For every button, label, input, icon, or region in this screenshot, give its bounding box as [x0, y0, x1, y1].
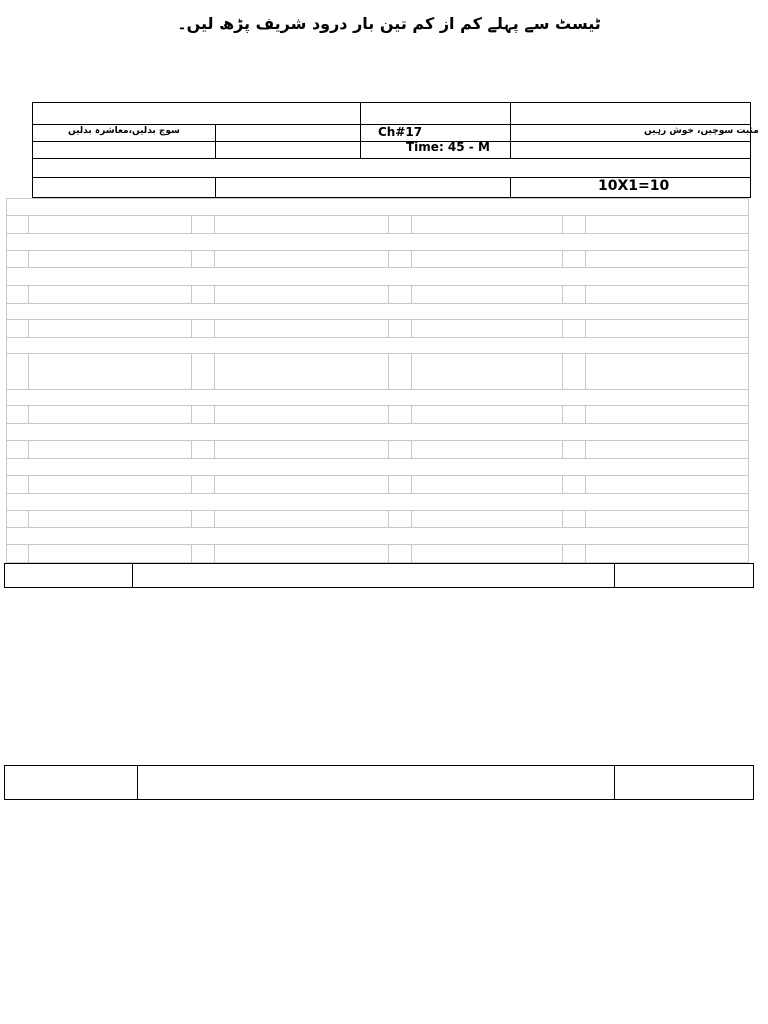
grid-col-8-3	[388, 510, 389, 527]
grid-col-4-0	[28, 353, 29, 389]
grid-col-0-2	[214, 215, 215, 233]
grid-col-1-1	[191, 250, 192, 267]
grid-col-5-4	[411, 405, 412, 423]
grid-col-4-6	[585, 353, 586, 389]
page-title: ٹیسٹ سے پہلے کم از کم تین بار درود شریف پڑھ لیں۔	[177, 14, 601, 33]
grid-col-9-5	[562, 544, 563, 562]
grid-col-1-0	[28, 250, 29, 267]
grid-col-6-6	[585, 440, 586, 458]
footer-table-1	[4, 563, 754, 588]
grid-col-3-6	[585, 319, 586, 337]
grid-hline-6	[6, 303, 749, 304]
grid-col-9-6	[585, 544, 586, 562]
footer-table-2-divider-left	[137, 766, 138, 799]
grid-col-8-6	[585, 510, 586, 527]
grid-col-5-0	[28, 405, 29, 423]
grid-col-3-4	[411, 319, 412, 337]
grid-col-8-5	[562, 510, 563, 527]
grid-col-0-6	[585, 215, 586, 233]
footer-table-1-divider-right	[614, 564, 615, 587]
footer-table-1-divider-left	[132, 564, 133, 587]
grid-col-3-0	[28, 319, 29, 337]
cell-r5-b	[215, 177, 511, 198]
chapter-label: Ch#17	[378, 125, 423, 139]
info-table	[32, 102, 759, 198]
footer-table-2	[4, 765, 754, 800]
grid-hline-17	[6, 510, 749, 511]
grid-hline-19	[6, 544, 749, 545]
cell-r3-d	[510, 141, 751, 159]
grid-col-0-0	[28, 215, 29, 233]
footer-table-2-divider-right	[614, 766, 615, 799]
grid-hline-9	[6, 353, 749, 354]
grid-col-8-4	[411, 510, 412, 527]
grid-col-5-2	[214, 405, 215, 423]
grid-col-4-1	[191, 353, 192, 389]
grid-col-1-2	[214, 250, 215, 267]
grid-col-5-5	[562, 405, 563, 423]
grid-hline-10	[6, 389, 749, 390]
topic-left-urdu: سوچ بدلیں،معاشرہ بدلیں	[68, 126, 180, 136]
grid-col-2-5	[562, 285, 563, 303]
cell-r1-c	[510, 102, 751, 125]
cell-r3-b	[215, 141, 361, 159]
grid-hline-13	[6, 440, 749, 441]
marks-label: 10X1=10	[598, 178, 670, 194]
time-label: Time: 45 - M	[406, 140, 490, 154]
answer-grid	[6, 198, 749, 562]
grid-col-3-1	[191, 319, 192, 337]
grid-col-7-2	[214, 475, 215, 493]
grid-col-3-3	[388, 319, 389, 337]
grid-col-0-3	[388, 215, 389, 233]
grid-col-1-6	[585, 250, 586, 267]
grid-col-9-1	[191, 544, 192, 562]
grid-col-2-2	[214, 285, 215, 303]
grid-col-4-5	[562, 353, 563, 389]
grid-hline-15	[6, 475, 749, 476]
grid-col-2-0	[28, 285, 29, 303]
grid-col-2-3	[388, 285, 389, 303]
grid-col-7-1	[191, 475, 192, 493]
grid-col-6-4	[411, 440, 412, 458]
grid-col-6-1	[191, 440, 192, 458]
grid-col-7-5	[562, 475, 563, 493]
grid-col-9-3	[388, 544, 389, 562]
grid-col-4-2	[214, 353, 215, 389]
grid-hline-14	[6, 458, 749, 459]
cell-r5-a	[32, 177, 216, 198]
grid-col-6-3	[388, 440, 389, 458]
grid-hline-12	[6, 423, 749, 424]
cell-r3-a	[32, 141, 216, 159]
grid-col-8-2	[214, 510, 215, 527]
grid-col-0-5	[562, 215, 563, 233]
grid-hline-0	[6, 198, 749, 199]
grid-edge-0	[6, 198, 7, 562]
grid-hline-3	[6, 250, 749, 251]
grid-col-7-0	[28, 475, 29, 493]
grid-col-5-3	[388, 405, 389, 423]
topic-right-urdu: مثبت سوچیں، خوش رہیں	[644, 126, 759, 136]
grid-col-4-4	[411, 353, 412, 389]
cell-r1-b	[360, 102, 511, 125]
grid-col-2-1	[191, 285, 192, 303]
grid-col-6-0	[28, 440, 29, 458]
grid-col-8-1	[191, 510, 192, 527]
grid-col-1-4	[411, 250, 412, 267]
grid-col-1-3	[388, 250, 389, 267]
grid-col-4-3	[388, 353, 389, 389]
grid-col-2-4	[411, 285, 412, 303]
grid-col-9-4	[411, 544, 412, 562]
grid-col-5-1	[191, 405, 192, 423]
cell-r4	[32, 158, 751, 178]
grid-col-6-5	[562, 440, 563, 458]
grid-hline-8	[6, 337, 749, 338]
grid-col-7-6	[585, 475, 586, 493]
grid-hline-5	[6, 285, 749, 286]
grid-col-1-5	[562, 250, 563, 267]
cell-r2-b	[215, 124, 361, 142]
grid-hline-7	[6, 319, 749, 320]
grid-col-7-4	[411, 475, 412, 493]
grid-hline-18	[6, 527, 749, 528]
grid-col-2-6	[585, 285, 586, 303]
grid-col-9-0	[28, 544, 29, 562]
grid-hline-1	[6, 215, 749, 216]
grid-col-7-3	[388, 475, 389, 493]
grid-col-3-2	[214, 319, 215, 337]
grid-col-6-2	[214, 440, 215, 458]
grid-col-8-0	[28, 510, 29, 527]
grid-hline-11	[6, 405, 749, 406]
grid-col-5-6	[585, 405, 586, 423]
grid-edge-1	[748, 198, 749, 562]
grid-hline-2	[6, 233, 749, 234]
grid-hline-16	[6, 493, 749, 494]
grid-col-0-1	[191, 215, 192, 233]
grid-col-3-5	[562, 319, 563, 337]
grid-hline-4	[6, 267, 749, 268]
cell-r1-a	[32, 102, 361, 125]
grid-col-9-2	[214, 544, 215, 562]
grid-col-0-4	[411, 215, 412, 233]
